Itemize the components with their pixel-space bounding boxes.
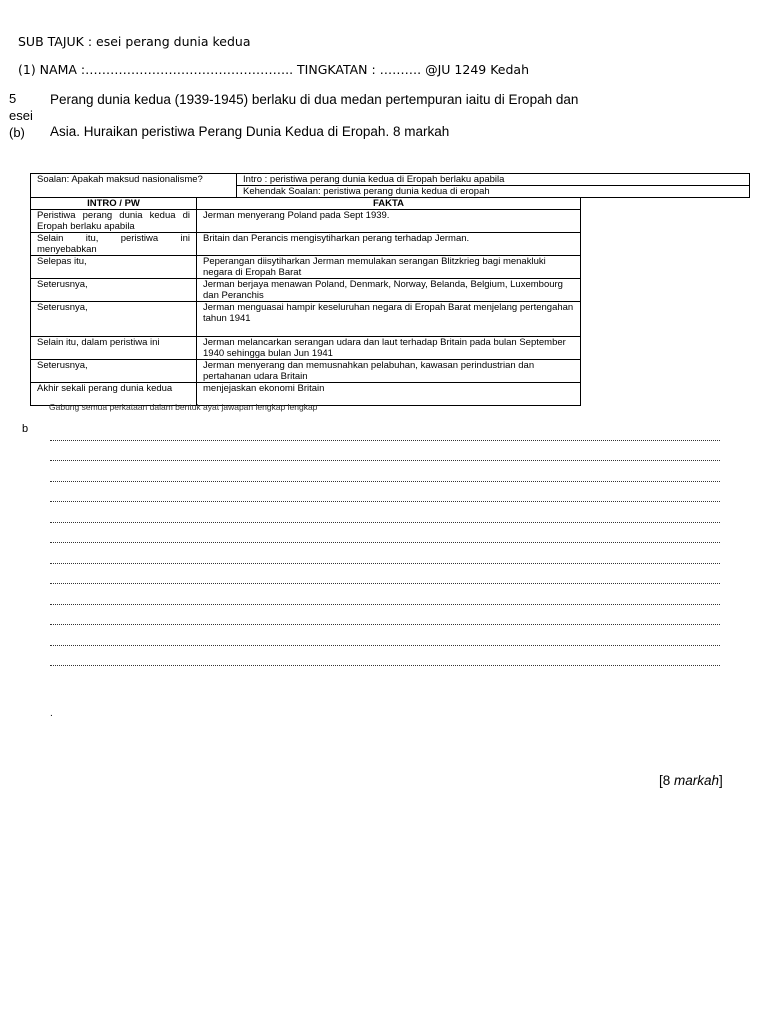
table-row: [31, 256, 581, 279]
intro-cell: Selepas itu,: [31, 256, 197, 279]
answer-label: b: [22, 423, 29, 435]
answer-line[interactable]: [50, 594, 720, 605]
question-text-line-1: Perang dunia kedua (1939-1945) berlaku di dua medan pertempuran iaitu di Eropah dan: [50, 92, 579, 107]
table-row: [31, 233, 581, 256]
soalan-cell: Soalan: Apakah maksud nasionalisme?: [31, 174, 237, 198]
question-text-line-2: Asia. Huraikan peristiwa Perang Dunia Kedua di Eropah. 8 markah: [50, 124, 450, 139]
marks-word: markah: [674, 773, 720, 788]
answer-line[interactable]: [50, 573, 720, 584]
kehendak-cell: Kehendak Soalan: peristiwa perang dunia kedua di eropah: [237, 186, 750, 198]
marks-open: [8: [659, 773, 675, 788]
answer-line[interactable]: [50, 532, 720, 543]
instruction-note: Gabung semua perkataan dalam bentuk ayat jawapan lengkap lengkap: [49, 402, 318, 412]
answer-line[interactable]: [50, 450, 720, 461]
intro-cell: Seterusnya,: [31, 302, 197, 337]
intro-fakta-table: [30, 197, 581, 406]
fakta-cell: Peperangan diisytiharkan Jerman memulakan serangan Blitzkrieg bagi menakluki negara di Eropah Barat: [197, 256, 581, 279]
answer-line[interactable]: [50, 491, 720, 502]
column-header-intro: INTRO / PW: [31, 198, 197, 210]
intro-cell: Peristiwa perang dunia kedua di Eropah berlaku apabila: [31, 210, 197, 233]
fakta-cell: Jerman menyerang dan memusnahkan pelabuhan, kawasan perindustrian dan pertahanan udara Britain: [197, 360, 581, 383]
fakta-cell: Jerman melancarkan serangan udara dan laut terhadap Britain pada bulan September 1940 sehingga bulan Jun 1941: [197, 337, 581, 360]
column-header-fakta: FAKTA: [197, 198, 581, 210]
question-number-line: 5: [9, 91, 17, 106]
answer-line[interactable]: [50, 512, 720, 523]
intro-cell: Seterusnya,: [31, 360, 197, 383]
subtitle: SUB TAJUK : esei perang dunia kedua: [18, 34, 251, 49]
question-info-table: [30, 173, 750, 198]
question-number: [9, 90, 33, 141]
stray-mark: .: [50, 708, 53, 719]
intro-cell: Seterusnya,: [31, 279, 197, 302]
table-row: [31, 360, 581, 383]
fakta-cell: menjejaskan ekonomi Britain: [197, 383, 581, 406]
answer-line[interactable]: [50, 635, 720, 646]
answer-line[interactable]: [50, 553, 720, 564]
answer-line[interactable]: [50, 655, 720, 666]
table-row: [31, 337, 581, 360]
table-row: [31, 210, 581, 233]
intro-cell: Akhir sekali perang dunia kedua: [31, 383, 197, 406]
question-number-line: esei: [9, 108, 33, 123]
table-row: [31, 279, 581, 302]
answer-line[interactable]: [50, 471, 720, 482]
marks-label: [659, 773, 723, 788]
intro-cell: Selain itu, dalam peristiwa ini: [31, 337, 197, 360]
name-line: (1) NAMA :………………………………………….. TINGKATAN : ………. @JU 1249 Kedah: [18, 62, 529, 77]
answer-line[interactable]: [50, 430, 720, 441]
intro-cell: Intro : peristiwa perang dunia kedua di Eropah berlaku apabila: [237, 174, 750, 186]
marks-close: ]: [719, 773, 723, 788]
table-header-row: [31, 198, 581, 210]
question-number-line: (b): [9, 125, 25, 140]
fakta-cell: Britain dan Perancis mengisytiharkan perang terhadap Jerman.: [197, 233, 581, 256]
fakta-cell: Jerman menyerang Poland pada Sept 1939.: [197, 210, 581, 233]
table-row: [31, 302, 581, 337]
answer-line[interactable]: [50, 614, 720, 625]
fakta-cell: Jerman menguasai hampir keseluruhan negara di Eropah Barat menjelang pertengahan tahun 1941: [197, 302, 581, 337]
fakta-cell: Jerman berjaya menawan Poland, Denmark, Norway, Belanda, Belgium, Luxembourg dan Peranchis: [197, 279, 581, 302]
intro-cell: Selain itu, peristiwa ini menyebabkan: [31, 233, 197, 256]
